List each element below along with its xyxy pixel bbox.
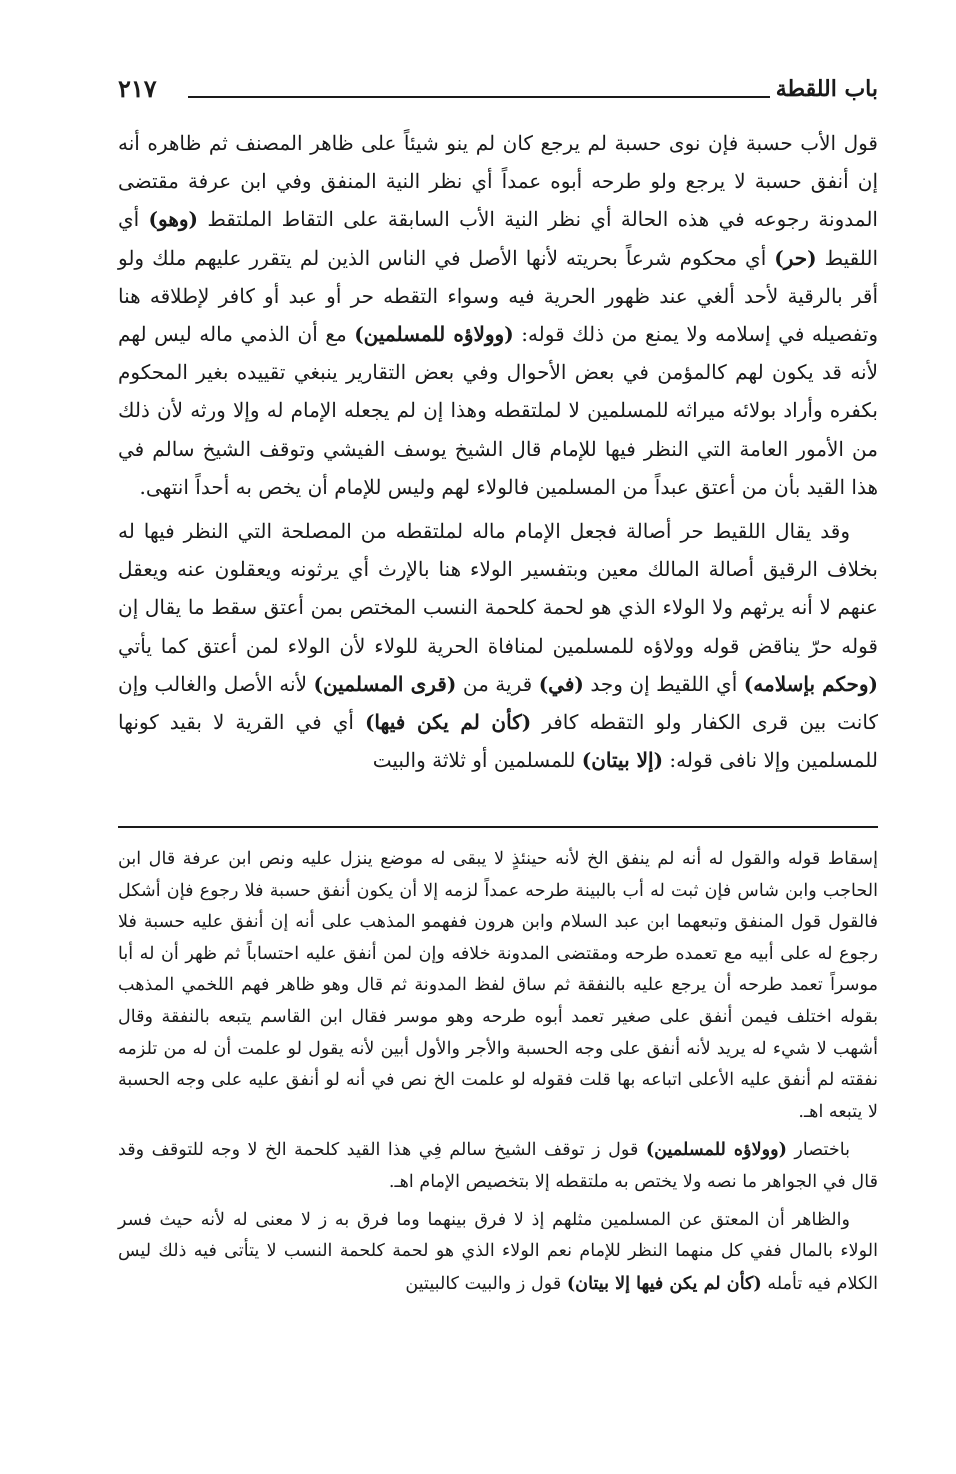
footnote-divider — [118, 826, 878, 828]
footnote-paragraph-3 — [118, 1205, 878, 1301]
bold-term: (حر) — [774, 245, 817, 270]
bold-term: (وحكم بإسلامه) — [743, 671, 879, 696]
chapter-title: باب اللقطة — [775, 76, 878, 102]
footnotes — [118, 844, 878, 1300]
main-text — [118, 124, 878, 779]
text-run: أي في القرية لا بقيد كونها للمسلمين وإلا نافى قوله: — [118, 710, 878, 773]
bold-term: (قرى المسلمين) — [313, 671, 457, 696]
text-run: وقد يقال اللقيط حر أصالة فجعل الإمام ماله لملتقطه من المصلحة التي النظر فيها له بخلاف الرقيق أصالة المالك معين وبتفسير الولاء هنا بالإرث أي يرثونه ويعقلون عنه ويعقل عنهم لا أنه يرثهم ولا الولاء الذي هو لحمة كلحمة النسب المختص بمن أعتق سقط ما يقال إن قوله حرّ يناقض قوله وولاؤه للمسلمين لمنافاة الحرية للولاء لأن الولاء لمن أعتق كما يأتي — [118, 519, 878, 658]
text-run: لأنه الأصل والغالب وإن كانت بين قرى الكفار ولو التقطه كافر — [118, 671, 878, 735]
text-run: باختصار — [786, 1140, 850, 1161]
text-run: أي اللقيط إن وجد — [583, 671, 744, 696]
bold-term: (كأن لم يكن فيها) — [364, 710, 532, 735]
text-run: والظاهر أن المعتق عن المسلمين مثلهم إذ لا فرق بينهما وما فرق به ز لا معنى له لأنه حيث فسر الولاء بالمال ففي كل منهما النظر للإمام نعم الولاء الذي هو لحمة كلحمة النسب لا يتأتى فيه ذلك ليس الكلام فيه تأمله — [118, 1209, 878, 1294]
bold-term: (وولاؤه للمسلمين) — [354, 322, 514, 347]
footnote-paragraph-1 — [118, 844, 878, 1128]
header-rule — [188, 96, 770, 98]
bold-term: (وهو) — [148, 207, 198, 232]
bold-term: (إلا بيتان) — [581, 748, 664, 773]
text-run: قول ز والبيت كالبيتين — [405, 1273, 567, 1294]
main-paragraph-1 — [118, 124, 878, 506]
page-number: ٢١٧ — [118, 74, 157, 103]
bold-term: (وولاؤه للمسلمين) — [645, 1139, 787, 1161]
running-header — [118, 70, 878, 110]
text-run: مع أن الذمي ماله ليس لهم لأنه قد يكون لهم كالمؤمن في بعض الأحوال وفي بعض التقارير ينبغي تقييده بغير المحكوم بكفره وأراد بولائه ميراثه للمسلمين لا لملتقطه وهذا إن لم يجعله الإمام له وإلا ورثه لأن ذلك من الأمور العامة التي النظر فيها للإمام قال الشيخ يوسف الفيشي وتوقف الشيخ سالم في هذا القيد بأن من أعتق عبداً من المسلمين فالولاء لهم وليس للإمام أن يخص به أحداً انتهى. — [118, 322, 878, 499]
text-run: إسقاط قوله والقول له أنه لم ينفق الخ لأنه حينئذٍ لا يبقى له موضع ينزل عليه ونص ابن عرفة قال ابن الحاجب وابن شاس فإن ثبت له أب بالبينة طرحه عمداً لزمه إلا أن يكون أنفق حسبة فلا رجوع فإن أشكل فالقول قول المنفق وتبعهما ابن عبد السلام وابن هرون ففهمو المذهب على أنه إن أنفق عليه حسبة فلا رجوع له على أبيه مع تعمده طرحه ومقتضى المدونة خلافه وإن لمن أنفق عليه احتساباً ثم ظهر أن له أبا موسراً تعمد طرحه أن يرجع عليه بالنفقة ثم ساق لفظ المدونة ثم قال وهو ظاهر فهم اللخمي المذهب بقوله اختلف فيمن أنفق على صغير تعمد أبوه طرحه وهو موسر فقال ابن القاسم يتبعه بالنفقة وقال أشهب لا شيء له يريد لأنه أنفق على وجه الحسبة والأجر والأول أبين لأنه يقول لو علمت أن له من تلزمه نفقته لم أنفق عليه الأعلى اتباعه بها قلت فقوله لو علمت الخ نص في أنه لو أنفق عليه على وجه الحسبة لا يتبعه اهـ. — [118, 849, 878, 1122]
text-run: للمسلمين أو ثلاثة والبيت — [372, 748, 582, 773]
bold-term: (كأن لم يكن فيها إلا بيتان) — [566, 1272, 762, 1294]
text-run: قرية من — [456, 671, 539, 696]
footnote-paragraph-2 — [118, 1134, 878, 1198]
main-paragraph-2 — [118, 512, 878, 779]
bold-term: (في) — [538, 671, 584, 696]
text-run: قول ز توقف الشيخ سالم فِي هذا القيد كلحمة الخ لا وجه للتوقف وقد قال في الجواهر ما نصه ولا يختص به ملتقطه إلا بتخصيص الإمام اهـ. — [118, 1140, 878, 1192]
text-run: قول الأب حسبة فإن نوى حسبة لم يرجع كان لم ينو شيئاً على ظاهر المصنف ثم ظاهره أنه إن أنفق حسبة لا يرجع ولو طرحه أبوه عمداً أي نظر النية المنفق وفي ابن عرفة مقتضى المدونة رجوعه في هذه الحالة أي نظر النية الأب السابقة على التقاط الملتقط — [118, 131, 878, 232]
text-run: أي اللقيط — [118, 207, 879, 270]
text-run: أي محكوم شرعاً بحريته لأنها الأصل في الناس الذين لم يتقرر عليهم ملك ولو أقر بالرقية لأحد ألغي عند ظهور الحرية فيه وسواء التقطه حر أو عبد أو كافر لإطلاقه هنا وتفصيله في إسلامه ولا يمنع من ذلك قوله: — [118, 245, 878, 347]
